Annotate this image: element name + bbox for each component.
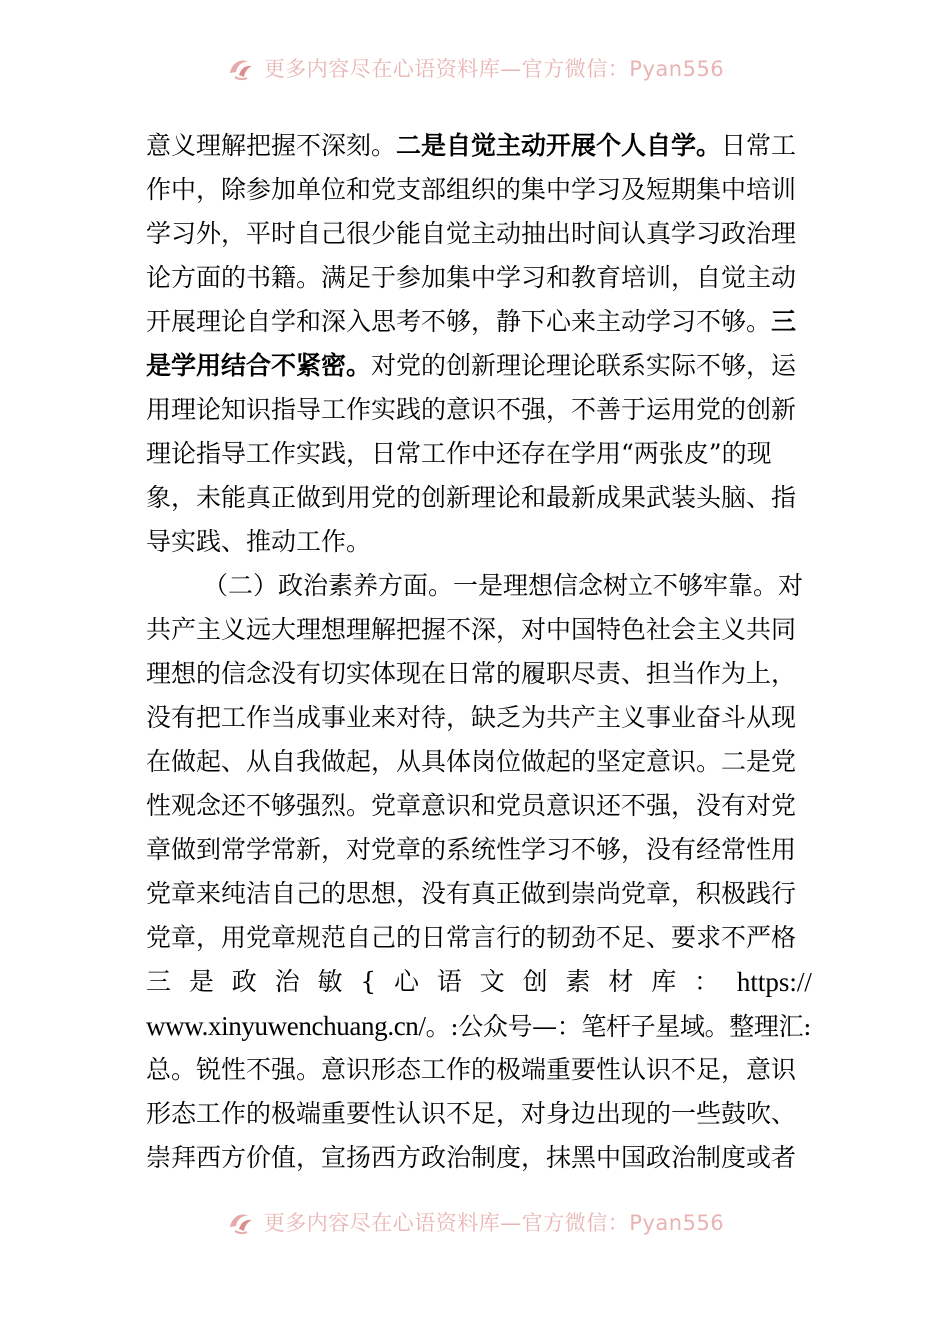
bold-heading: 三	[771, 307, 797, 336]
watermark-logo-icon	[226, 1207, 256, 1237]
char: ：	[694, 967, 720, 996]
char: 材	[608, 967, 634, 996]
text-line: 章做到常学常新，对党章的系统性学习不够，没有经常性用	[146, 835, 797, 864]
text-line: 性观念还不够强烈。党章意识和党员意识还不强，没有对党	[146, 791, 797, 820]
watermark-text: 更多内容尽在心语资料库—官方微信：Pyan556	[263, 1211, 725, 1235]
text-line: 理论指导工作实践，日常工作中还存在学用“两张皮”的现	[146, 439, 772, 468]
text-line: 作中，除参加单位和党支部组织的集中学习及短期集中培训	[146, 175, 797, 204]
text-line: 导实践、推动工作。	[146, 527, 372, 556]
text-run: 日常工	[721, 131, 797, 160]
char: 库	[651, 967, 677, 996]
text-line	[146, 344, 812, 388]
char: 敏	[317, 967, 343, 996]
paragraph-start-line: （二）政治素养方面。一是理想信念树立不够牢靠。对	[203, 571, 804, 600]
text-line: 论方面的书籍。满足于参加集中学习和教育培训，自觉主动	[146, 263, 797, 292]
char: 三	[146, 967, 172, 996]
text-line: 用理论知识指导工作实践的意识不强，不善于运用党的创新	[146, 395, 797, 424]
text-line: 学习外，平时自己很少能自觉主动抽出时间认真学习政治理	[146, 219, 797, 248]
watermark-text: 更多内容尽在心语资料库—官方微信：Pyan556	[263, 57, 725, 81]
bold-heading: 二是自觉主动开展个人自学。	[396, 131, 722, 160]
char: 素	[565, 967, 591, 996]
text-line: 总。锐性不强。意识形态工作的极端重要性认识不足，意识	[146, 1055, 797, 1084]
text-run: 开展理论自学和深入思考不够，静下心来主动学习不够。	[146, 307, 772, 336]
char: 是	[188, 967, 214, 996]
url-fragment: www.xinyuwenchuang.cn/	[146, 1011, 426, 1041]
text-line	[146, 1004, 812, 1048]
text-line	[146, 124, 812, 168]
text-line: 党章来纯洁自己的思想，没有真正做到崇尚党章，积极践行	[146, 879, 797, 908]
text-run: 。:公众号—：笔杆子星域。整理汇:	[425, 1012, 812, 1041]
text-line: 理想的信念没有切实体现在日常的履职尽责、担当作为上，	[146, 659, 797, 688]
char: 语	[436, 967, 462, 996]
footer-watermark	[0, 1202, 950, 1242]
text-line: 没有把工作当成事业来对待，缺乏为共产主义事业奋斗从现	[146, 703, 797, 732]
text-line: 形态工作的极端重要性认识不足，对身边出现的一些鼓吹、	[146, 1099, 797, 1128]
char: {	[360, 967, 377, 996]
char: 创	[522, 967, 548, 996]
text-line: 党章，用党章规范自己的日常言行的韧劲不足、要求不严格	[146, 923, 797, 952]
document-body	[146, 124, 812, 1180]
char: 文	[479, 967, 505, 996]
text-run: 意义理解把握不深刻。	[146, 131, 397, 160]
text-line	[146, 300, 812, 344]
text-line: 崇拜西方价值，宣扬西方政治制度，抹黑中国政治制度或者	[146, 1143, 797, 1172]
url-fragment: https://	[736, 967, 812, 997]
text-line: 象，未能真正做到用党的创新理论和最新成果武装头脑、指	[146, 483, 797, 512]
char: 治	[274, 967, 300, 996]
bold-heading: 是学用结合不紧密。	[146, 351, 372, 380]
char: 政	[231, 967, 257, 996]
text-run: 对党的创新理论理论联系实际不够，运	[371, 351, 797, 380]
watermark-logo-icon	[226, 53, 256, 83]
justified-line	[146, 960, 812, 1004]
text-line: 在做起、从自我做起，从具体岗位做起的坚定意识。二是党	[146, 747, 797, 776]
header-watermark	[0, 48, 950, 88]
char: 心	[394, 967, 420, 996]
text-line: 共产主义远大理想理解把握不深，对中国特色社会主义共同	[146, 615, 797, 644]
